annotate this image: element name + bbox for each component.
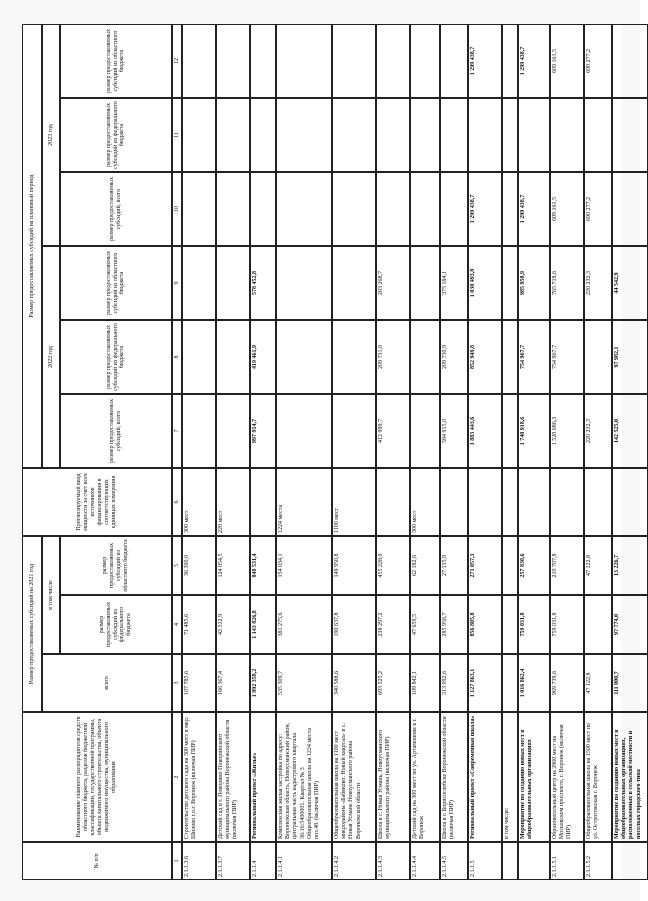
cell-cap: 1224 места [276,468,332,536]
cell-f23 [550,98,584,172]
cell-r22 [502,246,518,320]
table-row [376,24,410,880]
cell-t22: 412 999,7 [376,394,410,468]
cell-f22 [584,320,612,394]
cell-t23 [250,172,276,246]
cell-r23 [182,24,216,98]
cell-num [612,842,648,880]
cell-r21: 210 707,8 [550,536,584,595]
cell-r22: 44 542,9 [612,246,648,320]
cell-num: 2.1.1.4.2 [332,842,376,880]
cell-cap [468,468,502,536]
cell-t21: 535 309,7 [276,654,332,712]
cell-f21: 759 031,8 [550,595,584,654]
cell-name: Региональный проект «Жилье» [250,712,276,842]
cell-f22 [276,320,332,394]
cell-t23 [182,172,216,246]
cell-name: в том числе: [502,712,518,842]
cell-t23 [410,172,440,246]
table-row [518,24,550,880]
cell-cap: 300 мест [182,468,216,536]
cell-r21: 36 300,0 [182,536,216,595]
cell-f22: 209 731,0 [376,320,410,394]
table-row [332,24,376,880]
cell-name: Общеобразовательная школа на 1100 мест микрорайона «Бабяково. Новый квартал» в с. Новая Усмань Новоусманского района Воронежской области [332,712,376,842]
cell-t22 [182,394,216,468]
header-name: Наименование главного распорядителя средств областного бюджета, разделов бюджетной классификации, государственной программы, объекта капитального строительства, объекта недвижимого имущества, муниципального образования [22,712,172,842]
header-total-2022: размер предоставляемых субсидий, всего [60,394,172,468]
cell-r23: 690 277,2 [584,24,612,98]
cell-f21: 285 956,7 [440,595,468,654]
cell-f22: 852 949,8 [468,320,502,394]
cell-t21: 1 992 358,2 [250,654,276,712]
cell-cap [612,468,648,536]
cell-f23 [250,98,276,172]
cell-f22: 754 967,7 [518,320,550,394]
cell-name: Общеобразовательная школа на 1500 мест по ул. Острогожская г. Воронеж [584,712,612,842]
cell-t23: 609 161,5 [550,172,584,246]
table-row [216,24,250,880]
cell-t22 [276,394,332,468]
cell-f21: 381 275,6 [276,595,332,654]
cell-num: 2.1.1.4 [250,842,276,880]
cell-r23 [250,24,276,98]
cell-cap: 220 мест [216,468,250,536]
cell-r21: 154 034,1 [276,536,332,595]
cell-r23 [612,24,648,98]
cell-t21 [502,654,518,712]
cell-t22 [332,394,376,468]
cell-t23: 690 277,2 [584,172,612,246]
cell-r22: 985 950,9 [518,246,550,320]
header-federal-2021: размер предоставляемых субсидий из федерального бюджета [60,595,172,654]
cell-f22 [502,320,518,394]
cell-r21: 13 226,7 [612,536,648,595]
cell-t23: 1 299 438,7 [468,172,502,246]
table-row [440,24,468,880]
table-row [550,24,584,880]
cell-name: Мероприятие по созданию новых мест в общеобразовательных организациях, расположенных в сельской местности и поселках городского типа [612,712,648,842]
cell-name: Детский сад на 300 мест по ул. Артамонова в г. Воронеж [410,712,440,842]
cell-f21: 97 774,0 [612,595,648,654]
cell-r21: 47 122,8 [584,536,612,595]
index-9: 9 [172,246,182,320]
table-row [468,24,502,880]
cell-r22 [276,246,332,320]
cell-f23 [502,98,518,172]
cell-t21: 109 842,1 [410,654,440,712]
cell-num: 2.1.1.5.1 [550,842,584,880]
cell-t21: 107 785,6 [182,654,216,712]
cell-f23 [182,98,216,172]
table-row [250,24,276,880]
cell-f21: 71 485,6 [182,595,216,654]
cell-r22 [182,246,216,320]
cell-t22: 997 914,7 [250,394,276,468]
cell-r23 [410,24,440,98]
cell-f22: 419 461,9 [250,320,276,394]
cell-r23 [376,24,410,98]
cell-t22: 1 740 918,6 [518,394,550,468]
cell-name: Образовательный центр на 2860 мест на Московском проспекте, г. Воронеж (включая ПИР) [550,712,584,842]
cell-f22 [332,320,376,394]
cell-t23 [216,172,250,246]
table-row [182,24,216,880]
cell-cap: 300 мест [410,468,440,536]
cell-f21: 759 031,8 [518,595,550,654]
cell-num: 2.1.1.4.4 [410,842,440,880]
cell-r22 [410,246,440,320]
cell-cap: 1100 мест [332,468,376,536]
cell-t23 [440,172,468,246]
cell-t21: 313 092,6 [440,654,468,712]
rotated-table [22,24,642,880]
cell-t21: 47 122,8 [584,654,612,712]
cell-f21 [584,595,612,654]
cell-f21: 238 297,2 [376,595,410,654]
cell-r21: 27 135,9 [440,536,468,595]
cell-cap [250,468,276,536]
cell-num: 2.1.1.3.6 [182,842,216,880]
cell-t21: 340 588,6 [332,654,376,712]
cell-t21: 1 127 863,1 [468,654,502,712]
cell-r23 [276,24,332,98]
cell-f22: 209 730,9 [440,320,468,394]
cell-name: Мероприятие по созданию новых мест в общеобразовательных организациях [518,712,550,842]
cell-f22 [216,320,250,394]
cell-t23: 1 299 438,7 [518,172,550,246]
cell-r22 [216,246,250,320]
index-12: 12 [172,24,182,98]
cell-f22: 754 967,7 [550,320,584,394]
index-10: 10 [172,172,182,246]
cell-r22 [332,246,376,320]
cell-r23: 1 299 438,7 [518,24,550,98]
cell-f22 [410,320,440,394]
cell-r21: 848 531,4 [250,536,276,595]
index-6: 6 [172,468,182,536]
cell-r23 [440,24,468,98]
index-2: 2 [172,712,182,842]
cell-num [502,842,518,880]
header-group-2021: Размер предоставляемых субсидий на 2021 год [22,536,42,712]
cell-num: 2.1.1.5.2 [584,842,612,880]
index-5: 5 [172,536,182,595]
cell-r23: 609 161,5 [550,24,584,98]
cell-num [518,842,550,880]
cell-name: Детский сад в г. Поворино Поворинского муниципального района Воронежской области (включая ПИР) [216,712,250,842]
cell-t22 [216,394,250,468]
cell-r21: 455 228,0 [376,536,410,595]
cell-num: 2.1.1.4.3 [376,842,410,880]
header-federal-2023: размер предоставляемых субсидий из федерального бюджета [60,98,172,172]
cell-f21: 42 312,9 [216,595,250,654]
cell-r22: 375 184,1 [440,246,468,320]
cell-name: Школа в г. Борисоглебске Воронежской области (включая ПИР) [440,712,468,842]
index-11: 11 [172,98,182,172]
cell-num: 2.1.1.4.1 [276,842,332,880]
table-row [584,24,612,880]
index-8: 8 [172,320,182,394]
cell-t23 [612,172,648,246]
cell-num: 2.1.1.4.5 [440,842,468,880]
cell-r21: 257 830,6 [518,536,550,595]
cell-num: 2.1.1.3.7 [216,842,250,880]
header-capacity: Прогнозируемый ввод мощности за счет всех источников финансирования в соответствующих единицах измерения [22,468,172,536]
cell-r22: 765 718,6 [550,246,584,320]
cell-r21: 149 950,8 [332,536,376,595]
header-year-2022: 2022 год [42,246,60,468]
cell-cap [502,468,518,536]
cell-t21: 111 000,7 [612,654,648,712]
cell-cap [584,468,612,536]
cell-cap [440,468,468,536]
index-7: 7 [172,394,182,468]
cell-t23 [376,172,410,246]
table-row [276,24,332,880]
index-3: 3 [172,654,182,712]
cell-f22: 97 982,1 [612,320,648,394]
cell-cap [550,468,584,536]
cell-name: Региональный проект «Современная школа» [468,712,502,842]
cell-r21: 271 057,3 [468,536,502,595]
cell-r23: 1 299 438,7 [468,24,502,98]
cell-f23 [410,98,440,172]
cell-r23 [502,24,518,98]
cell-num: 2.1.1.5 [468,842,502,880]
cell-cap [518,468,550,536]
cell-f22 [182,320,216,394]
table-row [612,24,648,880]
cell-cap [376,468,410,536]
header-total-2021: всего [42,654,172,712]
table-header [22,24,182,880]
cell-r22: 220 232,3 [584,246,612,320]
cell-t23 [332,172,376,246]
header-total-2023: размер предоставляемых субсидий, всего [60,172,172,246]
index-1: 1 [172,842,182,880]
cell-r22: 1 030 493,8 [468,246,502,320]
cell-t21: 693 525,2 [376,654,410,712]
cell-name: Комплексная жилая застройка по адресу: Воронежская область, Новоусманский район, центральная часть кадастрового квартала 36:16:5400001. Квартал № 3 Общеобразовательная школа на 1224 места поз.48. (включая ПИР) [276,712,332,842]
cell-r22: 578 452,8 [250,246,276,320]
cell-t22: 220 232,3 [584,394,612,468]
header-regional-2023: размер предоставляемых субсидий из областного бюджета [60,24,172,98]
cell-name: Школа в с. Новая Усмань, Новоусманского муниципального района (включая ПИР) [376,712,410,842]
cell-t22: 1 883 443,6 [468,394,502,468]
cell-f23 [612,98,648,172]
cell-t22 [502,394,518,468]
table-row [410,24,440,880]
cell-f23 [518,98,550,172]
cell-f23 [332,98,376,172]
header-regional-2022: размер предоставляемых субсидий из областного бюджета [60,246,172,320]
cell-r21: 62 182,6 [410,536,440,595]
cell-r23 [332,24,376,98]
cell-f21: 47 659,5 [410,595,440,654]
cell-f23 [276,98,332,172]
header-federal-2022: размер предоставляемых субсидий из федерального бюджета [60,320,172,394]
cell-r22: 203 268,7 [376,246,410,320]
cell-f23 [216,98,250,172]
cell-t22: 142 525,0 [612,394,648,468]
header-in-that-number: в том числе [42,536,60,654]
cell-f21: 1 143 826,8 [250,595,276,654]
cell-f21: 190 637,8 [332,595,376,654]
cell-f21: 856 805,8 [468,595,502,654]
cell-t22: 584 915,0 [440,394,468,468]
cell-f23 [468,98,502,172]
cell-t22: 1 520 686,3 [550,394,584,468]
cell-t21: 1 016 862,4 [518,654,550,712]
cell-t23 [502,172,518,246]
cell-t21: 969 739,6 [550,654,584,712]
cell-r21: 124 054,5 [216,536,250,595]
cell-t23 [276,172,332,246]
cell-f23 [440,98,468,172]
header-year-2023: 2023 год [42,24,60,246]
cell-f23 [584,98,612,172]
cell-name: Строительство детского сада на 300 мест в мкр. Шилово г.о.г. Воронеж (включая ПИР) [182,712,216,842]
header-regional-2021: размер предоставляемых субсидий из областного бюджета [60,536,172,595]
cell-r21 [502,536,518,595]
cell-t21: 166 367,4 [216,654,250,712]
header-num: № п/п [22,842,172,880]
header-planned: Размер предоставляемых субсидий на плановый период [22,24,42,468]
cell-r23 [216,24,250,98]
index-4: 4 [172,595,182,654]
table-row [502,24,518,880]
cell-f23 [376,98,410,172]
cell-t22 [410,394,440,468]
cell-f21 [502,595,518,654]
